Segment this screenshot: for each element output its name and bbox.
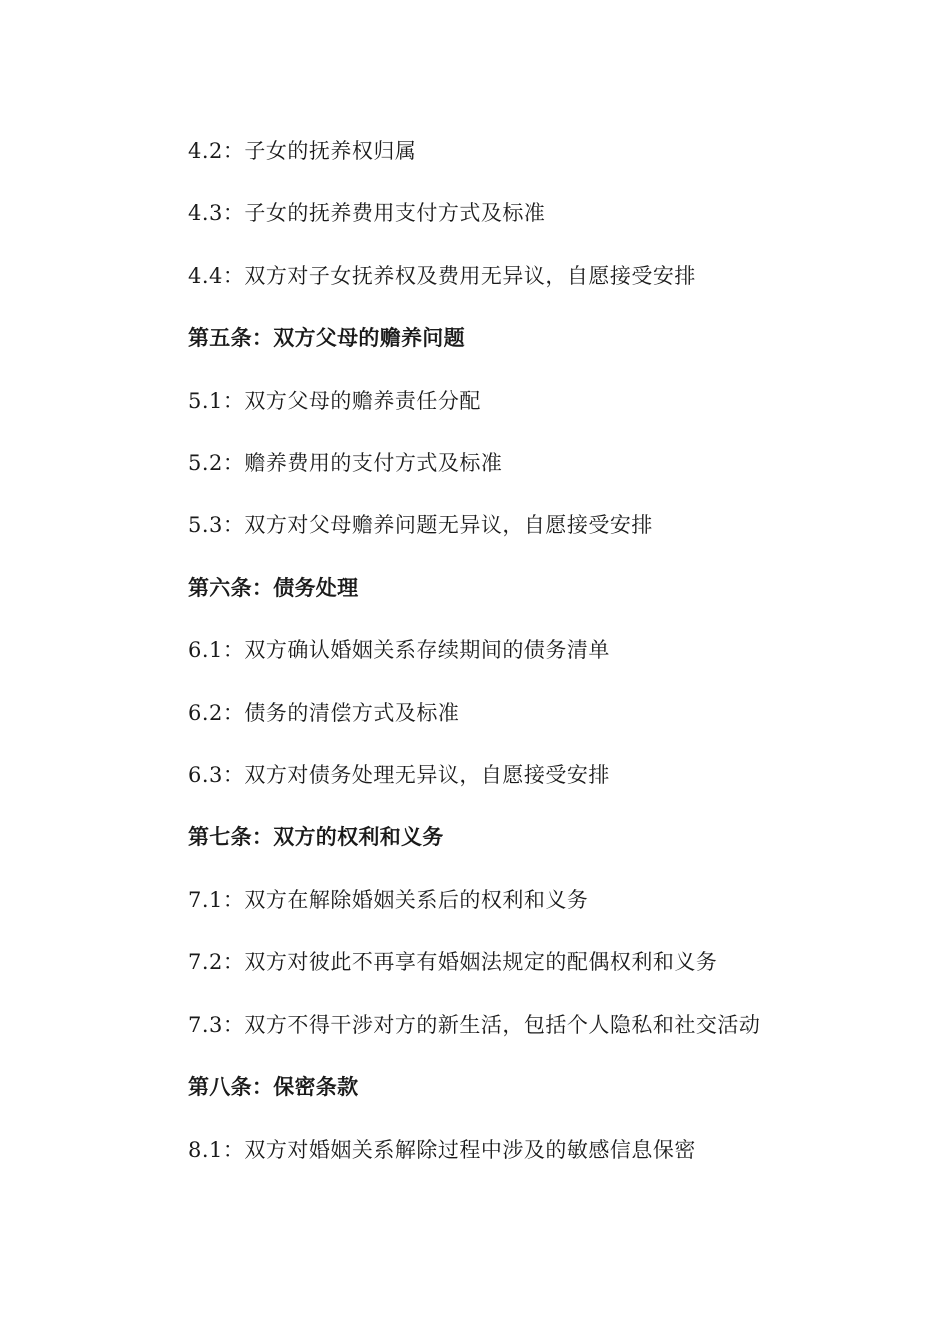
clause-6-3: 6.3：双方对债务处理无异议，自愿接受安排 <box>188 763 610 787</box>
clause-7-1: 7.1：双方在解除婚姻关系后的权利和义务 <box>188 888 589 912</box>
clause-5-3: 5.3：双方对父母赡养问题无异议，自愿接受安排 <box>188 513 653 537</box>
clause-7-3: 7.3：双方不得干涉对方的新生活，包括个人隐私和社交活动 <box>188 1013 761 1037</box>
article-6-heading: 第六条：债务处理 <box>188 576 359 600</box>
clause-5-1: 5.1：双方父母的赡养责任分配 <box>188 389 481 413</box>
clause-5-2: 5.2：赡养费用的支付方式及标准 <box>188 451 503 475</box>
clause-4-4: 4.4：双方对子女抚养权及费用无异议，自愿接受安排 <box>188 264 696 288</box>
clause-6-2: 6.2：债务的清偿方式及标准 <box>188 701 460 725</box>
clause-6-1: 6.1：双方确认婚姻关系存续期间的债务清单 <box>188 638 610 662</box>
article-8-heading: 第八条：保密条款 <box>188 1075 359 1099</box>
clause-4-3: 4.3：子女的抚养费用支付方式及标准 <box>188 201 546 225</box>
clause-7-2: 7.2：双方对彼此不再享有婚姻法规定的配偶权利和义务 <box>188 950 718 974</box>
clause-8-1: 8.1：双方对婚姻关系解除过程中涉及的敏感信息保密 <box>188 1138 696 1162</box>
article-7-heading: 第七条：双方的权利和义务 <box>188 825 444 849</box>
article-5-heading: 第五条：双方父母的赡养问题 <box>188 326 465 350</box>
clause-4-2: 4.2：子女的抚养权归属 <box>188 139 417 163</box>
